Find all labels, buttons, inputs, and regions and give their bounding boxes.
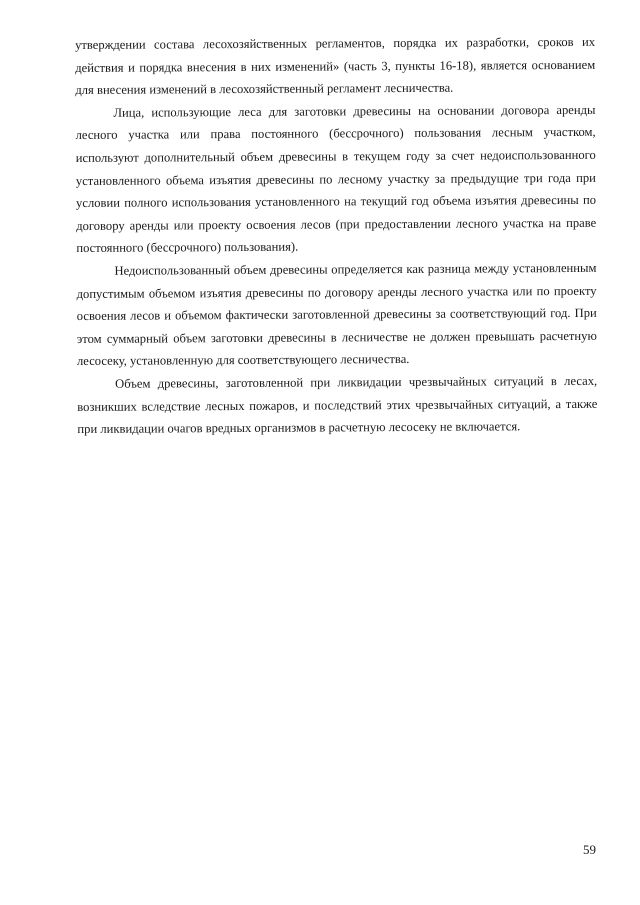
paragraph-unused-volume: Недоиспользованный объем древесины определяется как разница между установленным допустимым объемом изъятия древесины по договору аренды лесного участка или по проекту освоения лесов и объемом фактически заготовленной древесины за соответствующий год. При этом суммарный объем заготовки древесины в лесничестве не должен превышать расчетную лесосеку, установленную для соответствующего лесничества. (76, 260, 597, 369)
paragraph-lessees: Лица, использующие леса для заготовки древесины на основании договора аренды лесного участка или права постоянного (бессрочного) пользования лесным участком, используют дополнительный объем древесины в текущем году за счет недоиспользованного установленного объема изъятия древесины по лесному участку за предыдущие три года при условии полного использования установленного на текущий год объема изъятия древесины по договору аренды или проекту освоения лесов (при предоставлении лесного участка на праве постоянного (бессрочного) пользования). (75, 102, 597, 256)
paragraph-continuation: утверждении состава лесохозяйственных регламентов, порядка их разработки, сроков их действия и порядка внесения в них изменений» (часть 3, пункты 16-18), является основанием для внесения изменений в лесохозяйственный регламент лесничества. (75, 34, 596, 98)
paragraph-emergency: Объем древесины, заготовленной при ликвидации чрезвычайных ситуаций в лесах, возникших вследствие лесных пожаров, и последствий этих чрезвычайных ситуаций, а также при ликвидации очагов вредных организмов в расчетную лесосеку не включается. (77, 373, 598, 437)
page-number: 59 (583, 842, 596, 857)
body-text (75, 31, 597, 441)
